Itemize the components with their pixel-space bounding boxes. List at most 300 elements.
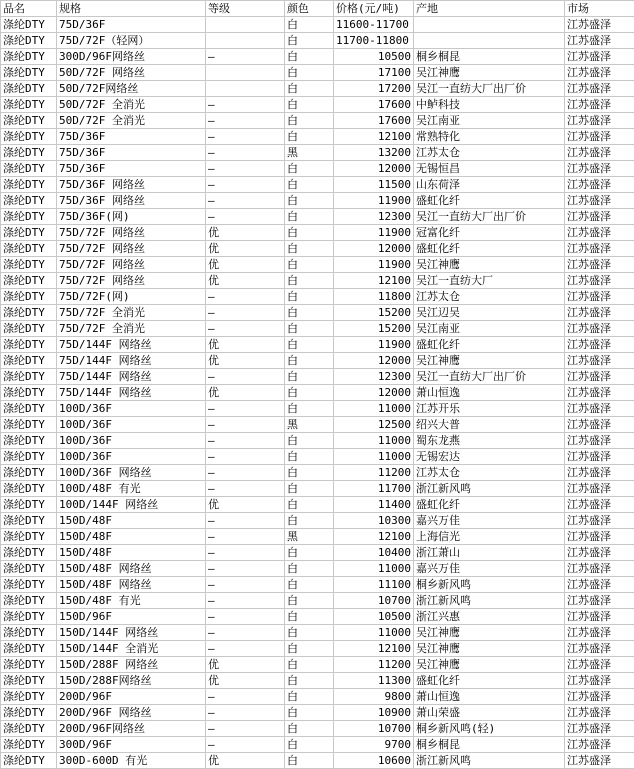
color-cell: 白 [285,97,334,113]
product-name-cell: 涤纶DTY [1,369,57,385]
product-name-cell: 涤纶DTY [1,417,57,433]
market-cell: 江苏盛泽 [565,49,634,65]
grade-cell: — [206,401,285,417]
spec-cell: 75D/72F 网络丝 [57,273,206,289]
grade-cell: — [206,145,285,161]
spec-cell: 75D/144F 网络丝 [57,337,206,353]
spec-cell: 200D/96F [57,689,206,705]
grade-cell: — [206,465,285,481]
table-row [1,337,634,353]
table-row [1,65,634,81]
grade-cell: — [206,305,285,321]
spec-cell: 75D/144F 网络丝 [57,385,206,401]
grade-cell: — [206,625,285,641]
table-row [1,737,634,753]
market-cell: 江苏盛泽 [565,465,634,481]
table-row [1,401,634,417]
product-name-cell: 涤纶DTY [1,257,57,273]
table-row [1,209,634,225]
price-cell: 11200 [334,465,414,481]
spec-cell: 75D/72F(网) [57,289,206,305]
price-cell: 12000 [334,241,414,257]
origin-cell: 吴江一直纺大厂出厂价 [414,209,565,225]
product-name-cell: 涤纶DTY [1,737,57,753]
product-name-cell: 涤纶DTY [1,113,57,129]
grade-cell: — [206,561,285,577]
origin-cell: 吴江神鹰 [414,257,565,273]
market-cell: 江苏盛泽 [565,177,634,193]
market-cell: 江苏盛泽 [565,625,634,641]
spec-cell: 75D/36F [57,145,206,161]
color-cell: 白 [285,625,334,641]
spec-cell: 100D/36F [57,417,206,433]
market-cell: 江苏盛泽 [565,593,634,609]
origin-cell: 盛虹化纤 [414,337,565,353]
grade-cell: — [206,161,285,177]
grade-cell: 优 [206,257,285,273]
spec-cell: 75D/36F 网络丝 [57,177,206,193]
origin-cell: 无锡恒昌 [414,161,565,177]
origin-cell: 上海信光 [414,529,565,545]
spec-cell: 75D/72F 全消光 [57,321,206,337]
origin-cell [414,17,565,33]
market-cell: 江苏盛泽 [565,353,634,369]
product-name-cell: 涤纶DTY [1,273,57,289]
origin-cell: 嘉兴万佳 [414,513,565,529]
price-cell: 17100 [334,65,414,81]
price-cell: 11900 [334,225,414,241]
origin-cell: 吴江神鹰 [414,657,565,673]
market-cell: 江苏盛泽 [565,97,634,113]
product-name-cell: 涤纶DTY [1,433,57,449]
table-row [1,129,634,145]
price-cell: 11000 [334,401,414,417]
grade-cell: 优 [206,497,285,513]
spec-cell: 100D/36F 网络丝 [57,465,206,481]
product-name-cell: 涤纶DTY [1,177,57,193]
market-cell: 江苏盛泽 [565,689,634,705]
table-row [1,529,634,545]
price-cell: 12100 [334,273,414,289]
grade-cell [206,17,285,33]
market-cell: 江苏盛泽 [565,17,634,33]
product-name-cell: 涤纶DTY [1,289,57,305]
product-name-cell: 涤纶DTY [1,33,57,49]
market-cell: 江苏盛泽 [565,33,634,49]
grade-cell: — [206,705,285,721]
market-cell: 江苏盛泽 [565,609,634,625]
spec-cell: 200D/96F 网络丝 [57,705,206,721]
spec-cell: 75D/72F（轻网） [57,33,206,49]
product-name-cell: 涤纶DTY [1,225,57,241]
spec-cell: 150D/144F 网络丝 [57,625,206,641]
spec-cell: 75D/144F 网络丝 [57,353,206,369]
product-name-cell: 涤纶DTY [1,129,57,145]
color-cell: 白 [285,241,334,257]
spec-cell: 75D/36F(网) [57,209,206,225]
price-cell: 11000 [334,561,414,577]
price-cell: 11700-11800 [334,33,414,49]
color-cell: 白 [285,17,334,33]
market-cell: 江苏盛泽 [565,129,634,145]
table-row [1,161,634,177]
spec-cell: 75D/36F [57,161,206,177]
color-cell: 白 [285,609,334,625]
color-cell: 白 [285,481,334,497]
price-cell: 10300 [334,513,414,529]
market-cell: 江苏盛泽 [565,481,634,497]
grade-cell: — [206,577,285,593]
origin-cell: 江苏开乐 [414,401,565,417]
price-cell: 13200 [334,145,414,161]
grade-cell: 优 [206,673,285,689]
grade-cell: — [206,529,285,545]
color-cell: 白 [285,161,334,177]
spec-cell: 150D/144F 全消光 [57,641,206,657]
market-cell: 江苏盛泽 [565,497,634,513]
grade-cell: 优 [206,657,285,673]
color-cell: 白 [285,289,334,305]
price-cell: 11700 [334,481,414,497]
table-row [1,577,634,593]
market-cell: 江苏盛泽 [565,113,634,129]
color-cell: 白 [285,577,334,593]
price-cell: 11900 [334,193,414,209]
header-spec: 规格 [57,1,206,17]
price-cell: 12000 [334,161,414,177]
origin-cell: 山东荷泽 [414,177,565,193]
spec-cell: 50D/72F 网络丝 [57,65,206,81]
table-row [1,369,634,385]
spec-cell: 200D/96F网络丝 [57,721,206,737]
spec-cell: 100D/48F 有光 [57,481,206,497]
origin-cell: 吴江南亚 [414,113,565,129]
price-cell: 15200 [334,321,414,337]
color-cell: 黑 [285,145,334,161]
grade-cell: — [206,209,285,225]
table-row [1,321,634,337]
origin-cell: 吴江神鹰 [414,625,565,641]
price-cell: 12100 [334,529,414,545]
product-name-cell: 涤纶DTY [1,625,57,641]
market-cell: 江苏盛泽 [565,65,634,81]
table-row [1,241,634,257]
product-name-cell: 涤纶DTY [1,657,57,673]
market-cell: 江苏盛泽 [565,369,634,385]
color-cell: 白 [285,497,334,513]
color-cell: 白 [285,209,334,225]
product-name-cell: 涤纶DTY [1,241,57,257]
price-cell: 10700 [334,721,414,737]
market-cell: 江苏盛泽 [565,641,634,657]
market-cell: 江苏盛泽 [565,721,634,737]
origin-cell: 蜀东龙燕 [414,433,565,449]
market-cell: 江苏盛泽 [565,305,634,321]
origin-cell: 浙江新风鸣 [414,593,565,609]
product-name-cell: 涤纶DTY [1,81,57,97]
product-name-cell: 涤纶DTY [1,497,57,513]
market-cell: 江苏盛泽 [565,321,634,337]
grade-cell: — [206,513,285,529]
price-cell: 11000 [334,625,414,641]
origin-cell: 吴江一直纺大厂出厂价 [414,81,565,97]
product-name-cell: 涤纶DTY [1,641,57,657]
product-name-cell: 涤纶DTY [1,465,57,481]
product-name-cell: 涤纶DTY [1,145,57,161]
color-cell: 白 [285,81,334,97]
product-name-cell: 涤纶DTY [1,513,57,529]
grade-cell: — [206,593,285,609]
price-cell: 10600 [334,753,414,769]
grade-cell [206,65,285,81]
color-cell: 白 [285,129,334,145]
table-row [1,545,634,561]
table-row [1,481,634,497]
color-cell: 白 [285,657,334,673]
price-cell: 11100 [334,577,414,593]
table-row [1,689,634,705]
product-name-cell: 涤纶DTY [1,721,57,737]
color-cell: 白 [285,641,334,657]
color-cell: 白 [285,273,334,289]
price-cell: 10700 [334,593,414,609]
market-cell: 江苏盛泽 [565,433,634,449]
table-row [1,305,634,321]
spec-cell: 75D/72F 网络丝 [57,225,206,241]
price-cell: 11300 [334,673,414,689]
grade-cell: — [206,737,285,753]
market-cell: 江苏盛泽 [565,561,634,577]
color-cell: 白 [285,65,334,81]
color-cell: 白 [285,225,334,241]
origin-cell: 吴江南亚 [414,321,565,337]
table-row [1,465,634,481]
table-row [1,673,634,689]
grade-cell: — [206,721,285,737]
color-cell: 白 [285,385,334,401]
grade-cell: — [206,129,285,145]
table-row [1,657,634,673]
product-name-cell: 涤纶DTY [1,97,57,113]
product-name-cell: 涤纶DTY [1,65,57,81]
origin-cell: 江苏太仓 [414,465,565,481]
market-cell: 江苏盛泽 [565,529,634,545]
product-name-cell: 涤纶DTY [1,353,57,369]
grade-cell: — [206,433,285,449]
spec-cell: 100D/144F 网络丝 [57,497,206,513]
product-name-cell: 涤纶DTY [1,17,57,33]
product-name-cell: 涤纶DTY [1,673,57,689]
origin-cell: 盛虹化纤 [414,193,565,209]
color-cell: 白 [285,401,334,417]
color-cell: 白 [285,257,334,273]
product-name-cell: 涤纶DTY [1,593,57,609]
origin-cell: 萧山荣盛 [414,705,565,721]
grade-cell: — [206,545,285,561]
market-cell: 江苏盛泽 [565,513,634,529]
table-row [1,433,634,449]
grade-cell: 优 [206,337,285,353]
market-cell: 江苏盛泽 [565,401,634,417]
grade-cell: — [206,609,285,625]
market-cell: 江苏盛泽 [565,449,634,465]
color-cell: 白 [285,113,334,129]
market-cell: 江苏盛泽 [565,145,634,161]
price-cell: 17600 [334,113,414,129]
origin-cell: 萧山恒逸 [414,689,565,705]
origin-cell: 浙江萧山 [414,545,565,561]
market-cell: 江苏盛泽 [565,241,634,257]
table-row [1,625,634,641]
grade-cell: 优 [206,753,285,769]
origin-cell: 浙江新风鸣 [414,753,565,769]
color-cell: 白 [285,49,334,65]
price-cell: 10900 [334,705,414,721]
price-cell: 11400 [334,497,414,513]
spec-cell: 50D/72F网络丝 [57,81,206,97]
grade-cell: 优 [206,353,285,369]
color-cell: 白 [285,321,334,337]
price-cell: 12300 [334,369,414,385]
product-name-cell: 涤纶DTY [1,481,57,497]
table-row [1,273,634,289]
origin-cell: 桐乡新风鸣(轻) [414,721,565,737]
price-cell: 12000 [334,353,414,369]
product-name-cell: 涤纶DTY [1,689,57,705]
price-cell: 12100 [334,641,414,657]
product-name-cell: 涤纶DTY [1,753,57,769]
spec-cell: 150D/48F [57,513,206,529]
color-cell: 黑 [285,529,334,545]
grade-cell: — [206,177,285,193]
product-name-cell: 涤纶DTY [1,529,57,545]
origin-cell: 嘉兴万佳 [414,561,565,577]
grade-cell [206,81,285,97]
spec-cell: 100D/36F [57,401,206,417]
spec-cell: 100D/36F [57,449,206,465]
table-row [1,561,634,577]
market-cell: 江苏盛泽 [565,657,634,673]
table-row [1,193,634,209]
market-cell: 江苏盛泽 [565,289,634,305]
product-name-cell: 涤纶DTY [1,545,57,561]
table-row [1,497,634,513]
spec-cell: 150D/288F网络丝 [57,673,206,689]
market-cell: 江苏盛泽 [565,273,634,289]
price-cell: 12300 [334,209,414,225]
price-cell: 10400 [334,545,414,561]
market-cell: 江苏盛泽 [565,337,634,353]
product-name-cell: 涤纶DTY [1,449,57,465]
header-row [1,1,634,17]
market-cell: 江苏盛泽 [565,545,634,561]
market-cell: 江苏盛泽 [565,161,634,177]
table-row [1,609,634,625]
price-cell: 17200 [334,81,414,97]
market-cell: 江苏盛泽 [565,673,634,689]
spec-cell: 150D/48F 有光 [57,593,206,609]
color-cell: 白 [285,593,334,609]
table-row [1,417,634,433]
header-market: 市场 [565,1,634,17]
price-cell: 11900 [334,257,414,273]
grade-cell: 优 [206,385,285,401]
origin-cell: 吴江神鹰 [414,641,565,657]
price-cell: 15200 [334,305,414,321]
market-cell: 江苏盛泽 [565,209,634,225]
market-cell: 江苏盛泽 [565,385,634,401]
table-row [1,721,634,737]
grade-cell: — [206,641,285,657]
market-cell: 江苏盛泽 [565,257,634,273]
color-cell: 白 [285,193,334,209]
spec-cell: 75D/36F [57,129,206,145]
spec-cell: 50D/72F 全消光 [57,97,206,113]
color-cell: 白 [285,433,334,449]
table-row [1,385,634,401]
market-cell: 江苏盛泽 [565,577,634,593]
color-cell: 白 [285,305,334,321]
header-price: 价格(元/吨) [334,1,414,17]
table-row [1,641,634,657]
market-cell: 江苏盛泽 [565,753,634,769]
spec-cell: 150D/288F 网络丝 [57,657,206,673]
spec-cell: 150D/48F 网络丝 [57,577,206,593]
origin-cell: 吴江神鹰 [414,65,565,81]
product-name-cell: 涤纶DTY [1,321,57,337]
table-row [1,289,634,305]
color-cell: 白 [285,337,334,353]
table-row [1,81,634,97]
color-cell: 白 [285,737,334,753]
color-cell: 白 [285,753,334,769]
color-cell: 白 [285,689,334,705]
origin-cell: 吴江神鹰 [414,353,565,369]
table-row [1,113,634,129]
color-cell: 白 [285,449,334,465]
spec-cell: 75D/144F 网络丝 [57,369,206,385]
market-cell: 江苏盛泽 [565,417,634,433]
color-cell: 白 [285,465,334,481]
product-name-cell: 涤纶DTY [1,609,57,625]
product-name-cell: 涤纶DTY [1,49,57,65]
color-cell: 白 [285,705,334,721]
color-cell: 白 [285,721,334,737]
spec-cell: 150D/48F [57,545,206,561]
grade-cell: — [206,97,285,113]
price-cell: 11800 [334,289,414,305]
color-cell: 白 [285,33,334,49]
origin-cell: 江苏太仓 [414,145,565,161]
origin-cell: 浙江兴惠 [414,609,565,625]
grade-cell: — [206,449,285,465]
header-grade: 等级 [206,1,285,17]
grade-cell: 优 [206,273,285,289]
table-row [1,753,634,769]
spec-cell: 100D/36F [57,433,206,449]
table-row [1,513,634,529]
table-row [1,353,634,369]
origin-cell: 盛虹化纤 [414,673,565,689]
market-cell: 江苏盛泽 [565,737,634,753]
market-cell: 江苏盛泽 [565,225,634,241]
market-cell: 江苏盛泽 [565,81,634,97]
grade-cell: — [206,369,285,385]
color-cell: 白 [285,369,334,385]
spec-cell: 75D/72F 网络丝 [57,241,206,257]
grade-cell: — [206,689,285,705]
product-name-cell: 涤纶DTY [1,337,57,353]
